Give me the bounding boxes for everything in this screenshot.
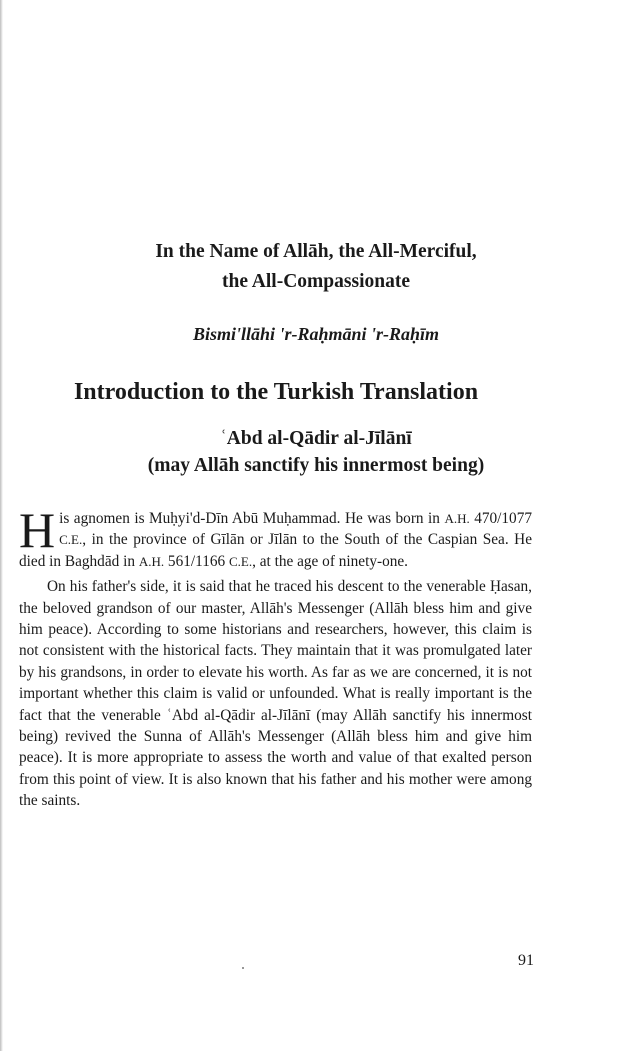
- author-name: ʿAbd al-Qādir al-Jīlānī: [220, 428, 412, 449]
- p1-text-1: is agnomen is Muḥyi'd-Dīn Abū Muḥammad. He was born in: [59, 510, 445, 527]
- page-edge-shadow: [0, 0, 3, 1051]
- invocation-line-1: In the Name of Allāh, the All-Merciful,: [155, 241, 477, 262]
- invocation-line-2: the All-Compassionate: [222, 271, 410, 292]
- author-blessing: (may Allāh sanctify his innermost being): [147, 455, 485, 476]
- paragraph-2: On his father's side, it is said that he traced his descent to the venerable Ḥasan, the beloved grandson of our master, Allāh's Messenger (Allāh bless him and give him peace). According to some historians and researchers, however, this claim is not consistent with the historical facts. They maintain that it was promulgated later by his grandsons, in order to elevate his worth. As far as we are concerned, it is not important whether this claim is valid or unfounded. What is really important is the fact that the venerable ʿAbd al-Qādir al-Jīlānī (may Allāh sanctify his innermost being) revived the Sunna of Allāh's Messenger (Allāh bless him and give him peace). It is more appropriate to assess the worth and value of that exalted person from this point of view. It is also known that his father and his mother were among the saints.: [19, 578, 532, 810]
- author-heading: [0, 425, 632, 479]
- p1-era-ce-2: C.E.: [228, 553, 253, 569]
- p1-text-3: , in the province of Gīlān or Jīlān to the South of the Caspian Sea. He died in Baghdād in: [19, 531, 532, 570]
- p1-era-ah-1: A.H.: [444, 511, 470, 526]
- p1-text-2: 470/1077: [469, 510, 532, 527]
- p1-era-ah-2: A.H.: [138, 553, 165, 569]
- p1-era-ce-1: C.E.: [59, 532, 83, 548]
- drop-cap: H: [19, 502, 56, 558]
- p1-text-5: , at the age of ninety-one.: [252, 552, 408, 570]
- page-number: 91: [518, 952, 534, 969]
- print-speck: [242, 967, 244, 969]
- p1-text-4: 561/1166: [164, 552, 229, 570]
- chapter-title: Introduction to the Turkish Translation: [73, 379, 479, 405]
- invocation-heading: [0, 237, 632, 297]
- basmala-transliteration: Bismi'llāhi 'r-Raḥmāni 'r-Raḥīm: [192, 324, 440, 344]
- body-text: [19, 502, 532, 812]
- paragraph-1: [19, 502, 532, 572]
